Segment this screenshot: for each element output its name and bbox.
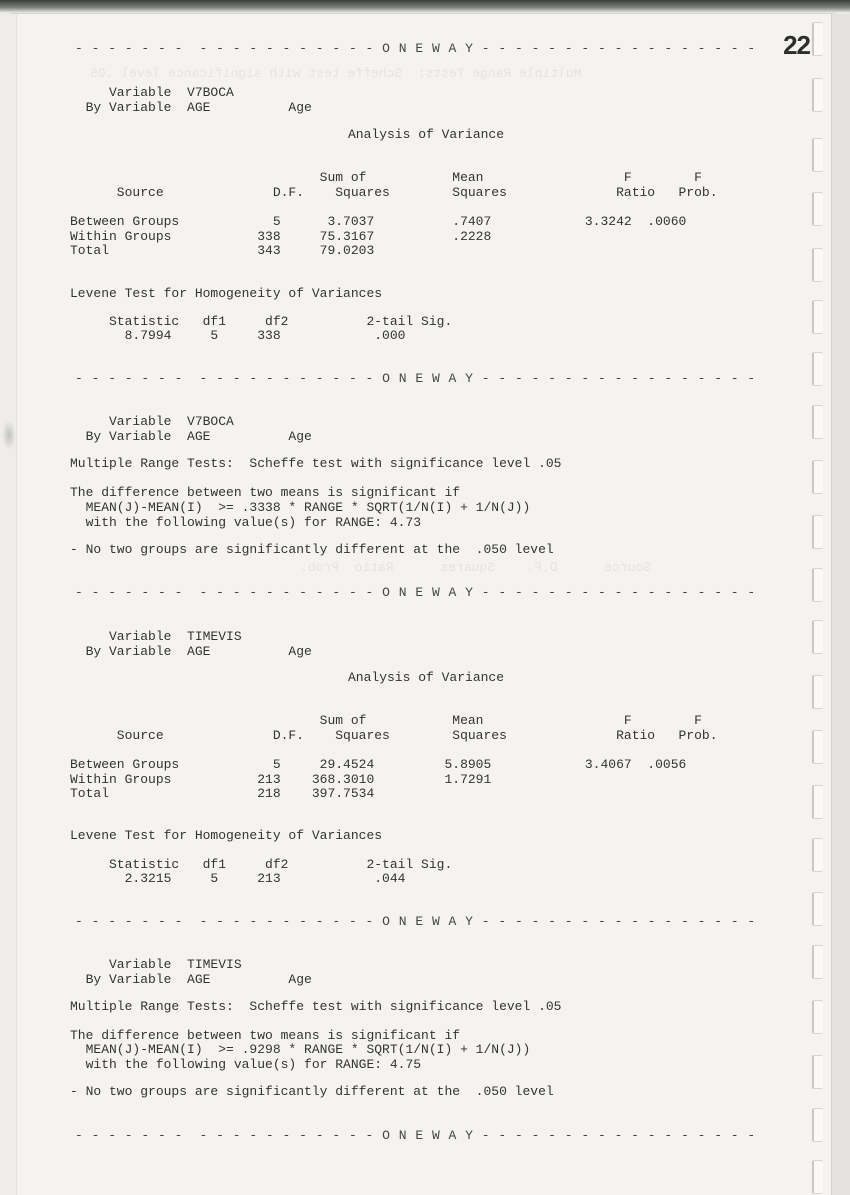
scan-smudge (2, 420, 16, 450)
binding-hole (812, 248, 823, 282)
mrt-line-2: MEAN(J)-MEAN(I) >= .3338 * RANGE * SQRT(1/N(I) + 1/N(J)) (70, 500, 531, 515)
variable-line: Variable V7BOCA (70, 85, 234, 100)
anova-row-between: Between Groups 5 29.4524 5.8905 3.4067 .0056 (70, 757, 687, 772)
mrt-line-1: The difference between two means is significant if (70, 485, 461, 500)
anova-row-within: Within Groups 213 368.3010 1.7291 (70, 772, 492, 787)
binding-hole (812, 785, 823, 819)
bleed-through-text: Multiple Range Tests: Scheffe test with significance level .05 (90, 66, 582, 81)
binding-hole (812, 515, 823, 549)
levene-header: Statistic df1 df2 2-tail Sig. (70, 857, 453, 872)
variable-line: Variable V7BOCA (70, 414, 234, 429)
binding-hole (812, 1108, 823, 1142)
variable-line: Variable TIMEVIS (70, 629, 242, 644)
page-number: 22 (783, 30, 810, 60)
right-page-edge (831, 14, 850, 1195)
anova-title: Analysis of Variance (348, 127, 505, 142)
binding-hole (812, 892, 823, 926)
by-variable-line: By Variable AGE Age (70, 972, 312, 987)
anova-header-1: Sum of Mean F F (70, 713, 702, 728)
binding-hole (812, 1160, 823, 1194)
anova-row-within: Within Groups 338 75.3167 .2228 (70, 229, 492, 244)
mrt-line-1: The difference between two means is significant if (70, 1028, 461, 1043)
binding-hole (812, 620, 823, 654)
levene-values: 2.3215 5 213 .044 (70, 871, 406, 886)
binding-hole (812, 1000, 823, 1034)
binding-hole (812, 138, 823, 172)
binding-hole (812, 730, 823, 764)
mrt-title: Multiple Range Tests: Scheffe test with significance level .05 (70, 456, 562, 471)
anova-header-2: Source D.F. Squares Squares Ratio Prob. (70, 728, 718, 743)
binding-hole (812, 1055, 823, 1089)
binding-hole (812, 300, 823, 334)
binding-hole (812, 352, 823, 386)
oneway-separator: - - - - - - - - - - - - - - - - - - O N E W A Y - - - - - - - - - - - - - - - - - (75, 585, 756, 600)
levene-values: 8.7994 5 338 .000 (70, 328, 406, 343)
oneway-separator: - - - - - - - - - - - - - - - - - - O N E W A Y - - - - - - - - - - - - - - - - - (75, 371, 756, 386)
left-page-edge (0, 14, 17, 1195)
binding-hole (812, 192, 823, 226)
binding-hole (812, 78, 823, 112)
oneway-separator: - - - - - - - - - - - - - - - - - - O N E W A Y - - - - - - - - - - - - - - - - - (75, 914, 756, 929)
oneway-separator: - - - - - - - - - - - - - - - - - - O N E W A Y - - - - - - - - - - - - - - - - - (75, 1128, 756, 1143)
binding-hole (812, 675, 823, 709)
binding-hole (812, 945, 823, 979)
anova-header-1: Sum of Mean F F (70, 170, 702, 185)
oneway-separator: - - - - - - - - - - - - - - - - - - O N E W A Y - - - - - - - - - - - - - - - - - (75, 41, 756, 56)
mrt-conclusion: - No two groups are significantly different at the .050 level (70, 1084, 554, 1099)
scan-background-top (0, 0, 850, 12)
anova-row-total: Total 343 79.0203 (70, 243, 375, 258)
binding-hole (812, 568, 823, 602)
anova-header-2: Source D.F. Squares Squares Ratio Prob. (70, 185, 718, 200)
by-variable-line: By Variable AGE Age (70, 644, 312, 659)
levene-header: Statistic df1 df2 2-tail Sig. (70, 314, 453, 329)
mrt-conclusion: - No two groups are significantly different at the .050 level (70, 542, 554, 557)
by-variable-line: By Variable AGE Age (70, 100, 312, 115)
levene-title: Levene Test for Homogeneity of Variances (70, 286, 383, 301)
anova-title: Analysis of Variance (348, 670, 505, 685)
comb-binding (812, 20, 826, 1195)
spss-oneway-output (70, 40, 756, 1143)
mrt-title: Multiple Range Tests: Scheffe test with significance level .05 (70, 999, 562, 1014)
binding-hole (812, 838, 823, 872)
by-variable-line: By Variable AGE Age (70, 429, 312, 444)
anova-row-total: Total 218 397.7534 (70, 786, 375, 801)
variable-line: Variable TIMEVIS (70, 957, 242, 972)
anova-row-between: Between Groups 5 3.7037 .7407 3.3242 .0060 (70, 214, 687, 229)
binding-hole (812, 460, 823, 494)
bleed-through-text: Source D.F. Squares Ratio Prob. (300, 560, 652, 575)
mrt-line-3: with the following value(s) for RANGE: 4.75 (70, 1057, 422, 1072)
binding-hole (812, 22, 823, 56)
mrt-line-3: with the following value(s) for RANGE: 4.73 (70, 515, 422, 530)
binding-hole (812, 405, 823, 439)
levene-title: Levene Test for Homogeneity of Variances (70, 828, 383, 843)
mrt-line-2: MEAN(J)-MEAN(I) >= .9298 * RANGE * SQRT(1/N(I) + 1/N(J)) (70, 1042, 531, 1057)
